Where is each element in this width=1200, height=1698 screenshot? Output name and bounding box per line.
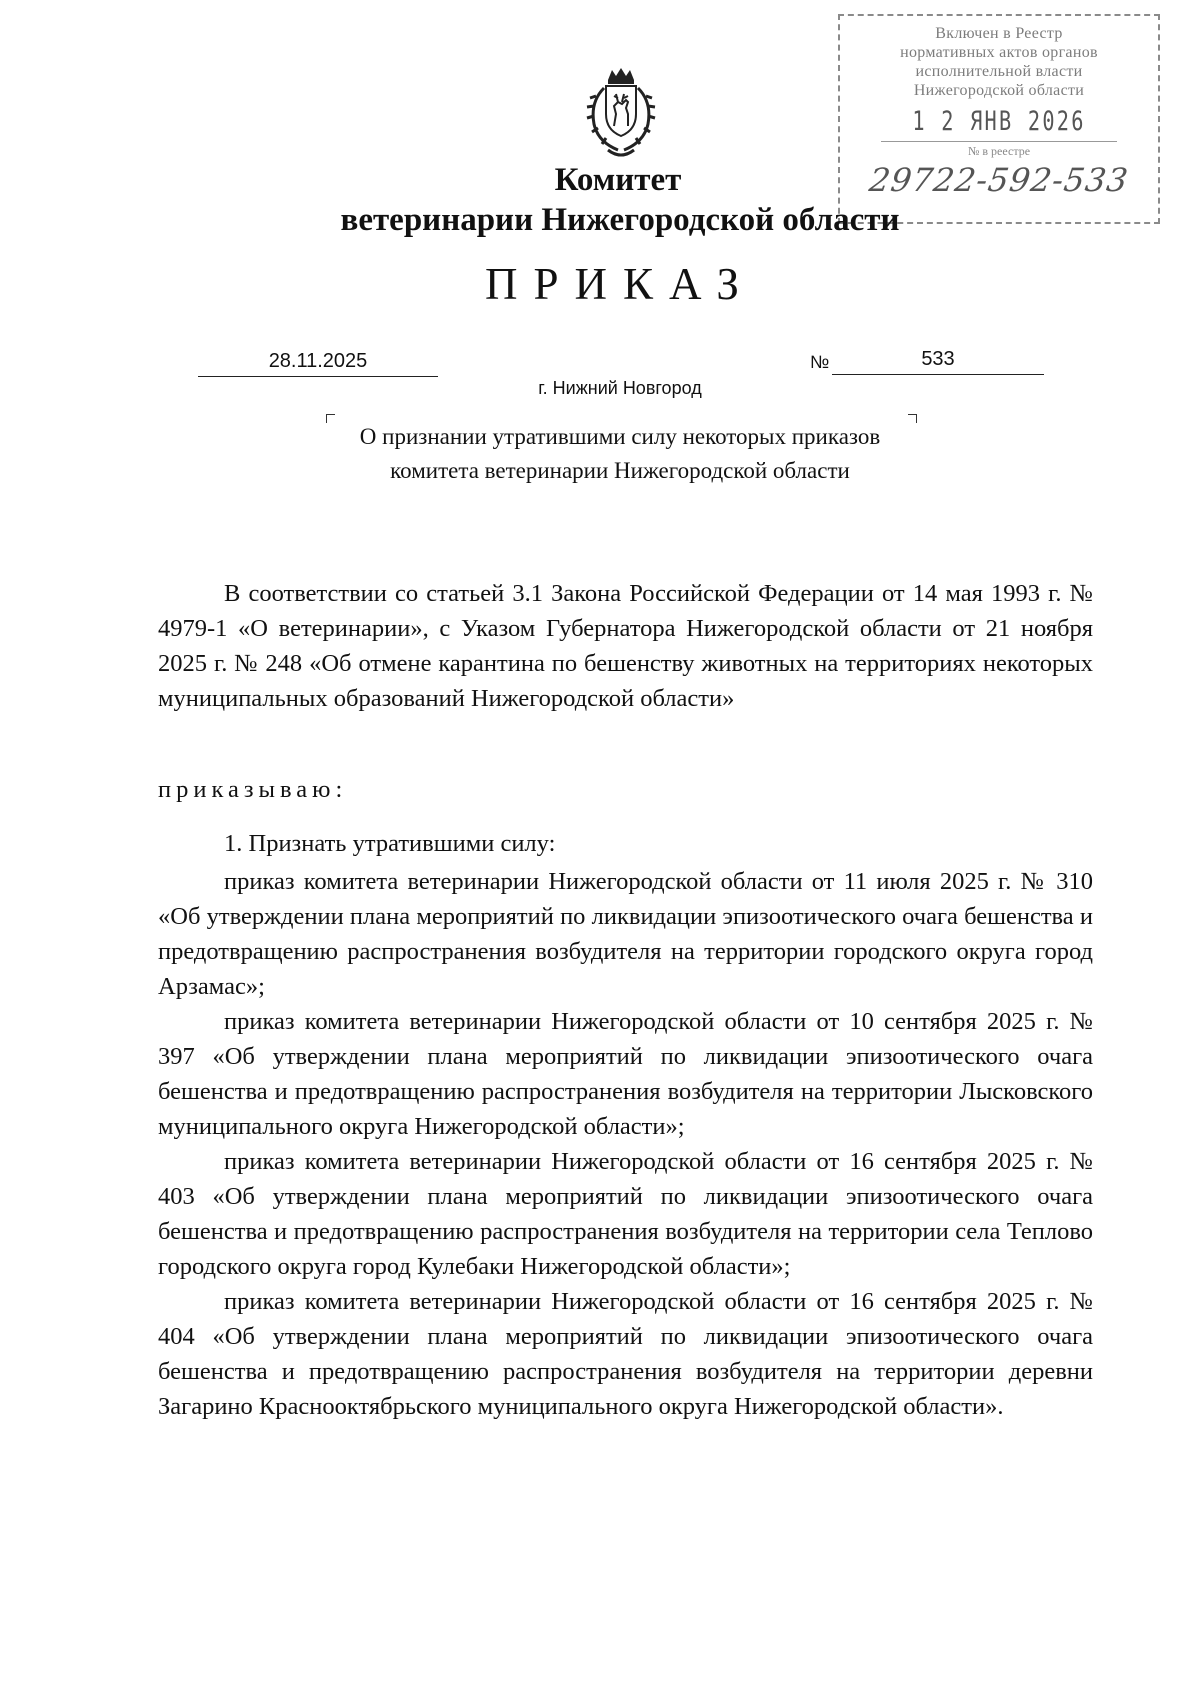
repealed-acts-list <box>158 864 1093 1424</box>
repealed-act: приказ комитета ветеринарии Нижегородской области от 11 июля 2025 г. № 310 «Об утверждении плана мероприятий по ликвидации эпизоотического очага бешенства и предотвращению распространения возбудителя на территории городского округа город Арзамас»; <box>158 868 1093 1000</box>
repealed-act: приказ комитета ветеринарии Нижегородской области от 10 сентября 2025 г. № 397 «Об утверждении плана мероприятий по ликвидации эпизоотического очага бешенства и предотвращению распространения возбудителя на территории Лысковского муниципального округа Нижегородской области»; <box>158 1008 1093 1140</box>
org-name-line1: Комитет <box>554 162 682 198</box>
stamp-line: нормативных актов органов <box>900 44 1098 61</box>
org-name-line2: ветеринарии Нижегородской области <box>340 202 900 238</box>
stamp-line: Включен в Реестр <box>935 25 1063 42</box>
stamp-line: Нижегородской области <box>913 82 1085 99</box>
stamp-registry-number: 29722-592-533 <box>867 161 1131 199</box>
stamp-registry-label: № в реестре <box>967 144 1031 158</box>
order-subject: О признании утратившими силу некоторых приказов комитета ветеринарии Нижегородской области <box>359 424 881 483</box>
coat-of-arms-icon <box>578 66 664 162</box>
preamble-text: В соответствии со статьей 3.1 Закона Российской Федерации от 14 мая 1993 г. № 4979-1 «О ветеринарии», с Указом Губернатора Нижегородской области от 21 ноября 2025 г. № 248 «Об отмене карантина по бешенству животных на территориях некоторых муниципальных образований Нижегородской области» <box>158 580 1093 712</box>
stamp-line: исполнительной власти <box>915 63 1083 80</box>
stamp-date: 1 2 ЯНВ 2026 <box>912 106 1086 137</box>
item-1-heading: 1. Признать утратившими силу: <box>224 830 556 857</box>
order-number: 533 <box>832 348 1044 375</box>
number-sign: № <box>810 352 830 372</box>
document-title: ПРИКАЗ <box>485 259 755 309</box>
order-date: 28.11.2025 <box>198 350 438 377</box>
order-word: приказываю: <box>158 776 348 803</box>
stamp-divider <box>881 141 1117 142</box>
repealed-act: приказ комитета ветеринарии Нижегородской области от 16 сентября 2025 г. № 404 «Об утверждении плана мероприятий по ликвидации эпизоотического очага бешенства и предотвращению распространения возбудителя на территории деревни Загарино Краснооктябрьского муниципального округа Нижегородской области». <box>158 1288 1093 1420</box>
preamble <box>158 576 1093 716</box>
city: г. Нижний Новгород <box>538 378 702 398</box>
repealed-act: приказ комитета ветеринарии Нижегородской области от 16 сентября 2025 г. № 403 «Об утверждении плана мероприятий по ликвидации эпизоотического очага бешенства и предотвращению распространения возбудителя на территории села Теплово городского округа город Кулебаки Нижегородской области»; <box>158 1148 1093 1280</box>
